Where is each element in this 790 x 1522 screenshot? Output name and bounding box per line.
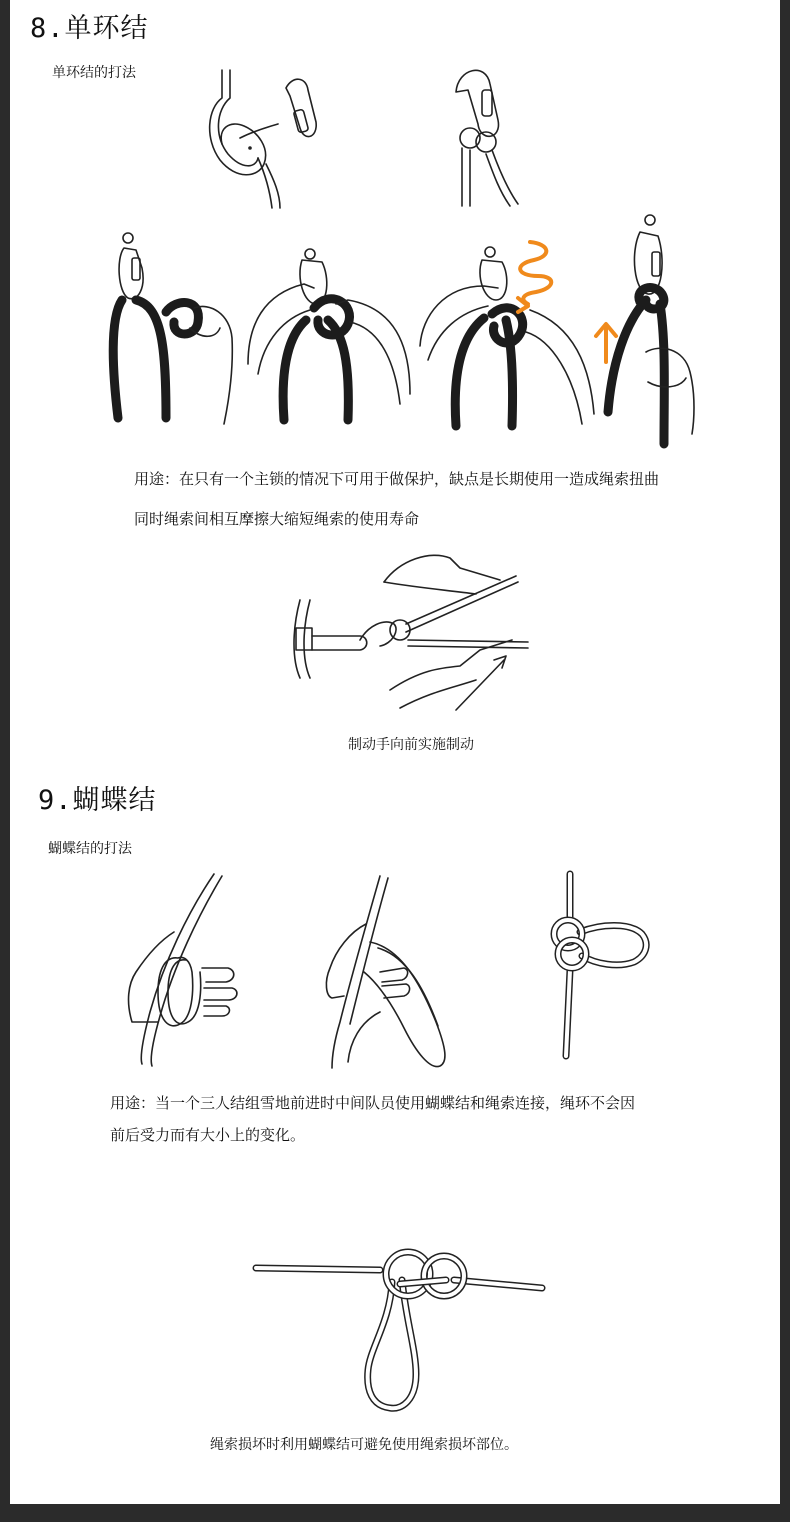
- section-9-usage-line-2: 前后受力而有大小上的变化。: [110, 1126, 306, 1144]
- page-sheet: [10, 0, 780, 1504]
- section-8-usage-line-1: 用途：在只有一个主锁的情况下可用于做保护，缺点是长期使用一造成绳索扭曲: [134, 470, 660, 488]
- munter-step-2: [244, 244, 414, 424]
- butterfly-step-1: [118, 872, 248, 1067]
- munter-loop-diagram-1: [200, 68, 320, 213]
- munter-step-1: [106, 228, 236, 428]
- munter-step-4: [590, 212, 710, 452]
- section-8-heading: 8.单环结: [30, 13, 149, 44]
- section-9-subheading: 蝴蝶结的打法: [48, 841, 132, 857]
- munter-step-3: [414, 236, 604, 431]
- butterfly-knot-large: [250, 1240, 550, 1420]
- butterfly-step-3: [540, 872, 660, 1062]
- section-8-usage-line-2: 同时绳索间相互摩擦大缩短绳索的使用寿命: [134, 510, 420, 528]
- munter-loop-diagram-2: [440, 62, 530, 212]
- butterfly-step-2: [320, 872, 470, 1072]
- section-9-heading: 9.蝴蝶结: [38, 785, 157, 816]
- braking-illustration: [280, 540, 540, 720]
- spiral-twist-icon: [520, 242, 551, 304]
- section-8-subheading: 单环结的打法: [52, 65, 136, 81]
- section-9-usage-line-1: 用途：当一个三人结组雪地前进时中间队员使用蝴蝶结和绳索连接，绳环不会因: [110, 1094, 636, 1112]
- section-9-caption: 绳索损坏时利用蝴蝶结可避免使用绳索损坏部位。: [210, 1437, 518, 1453]
- section-8-caption: 制动手向前实施制动: [348, 737, 474, 753]
